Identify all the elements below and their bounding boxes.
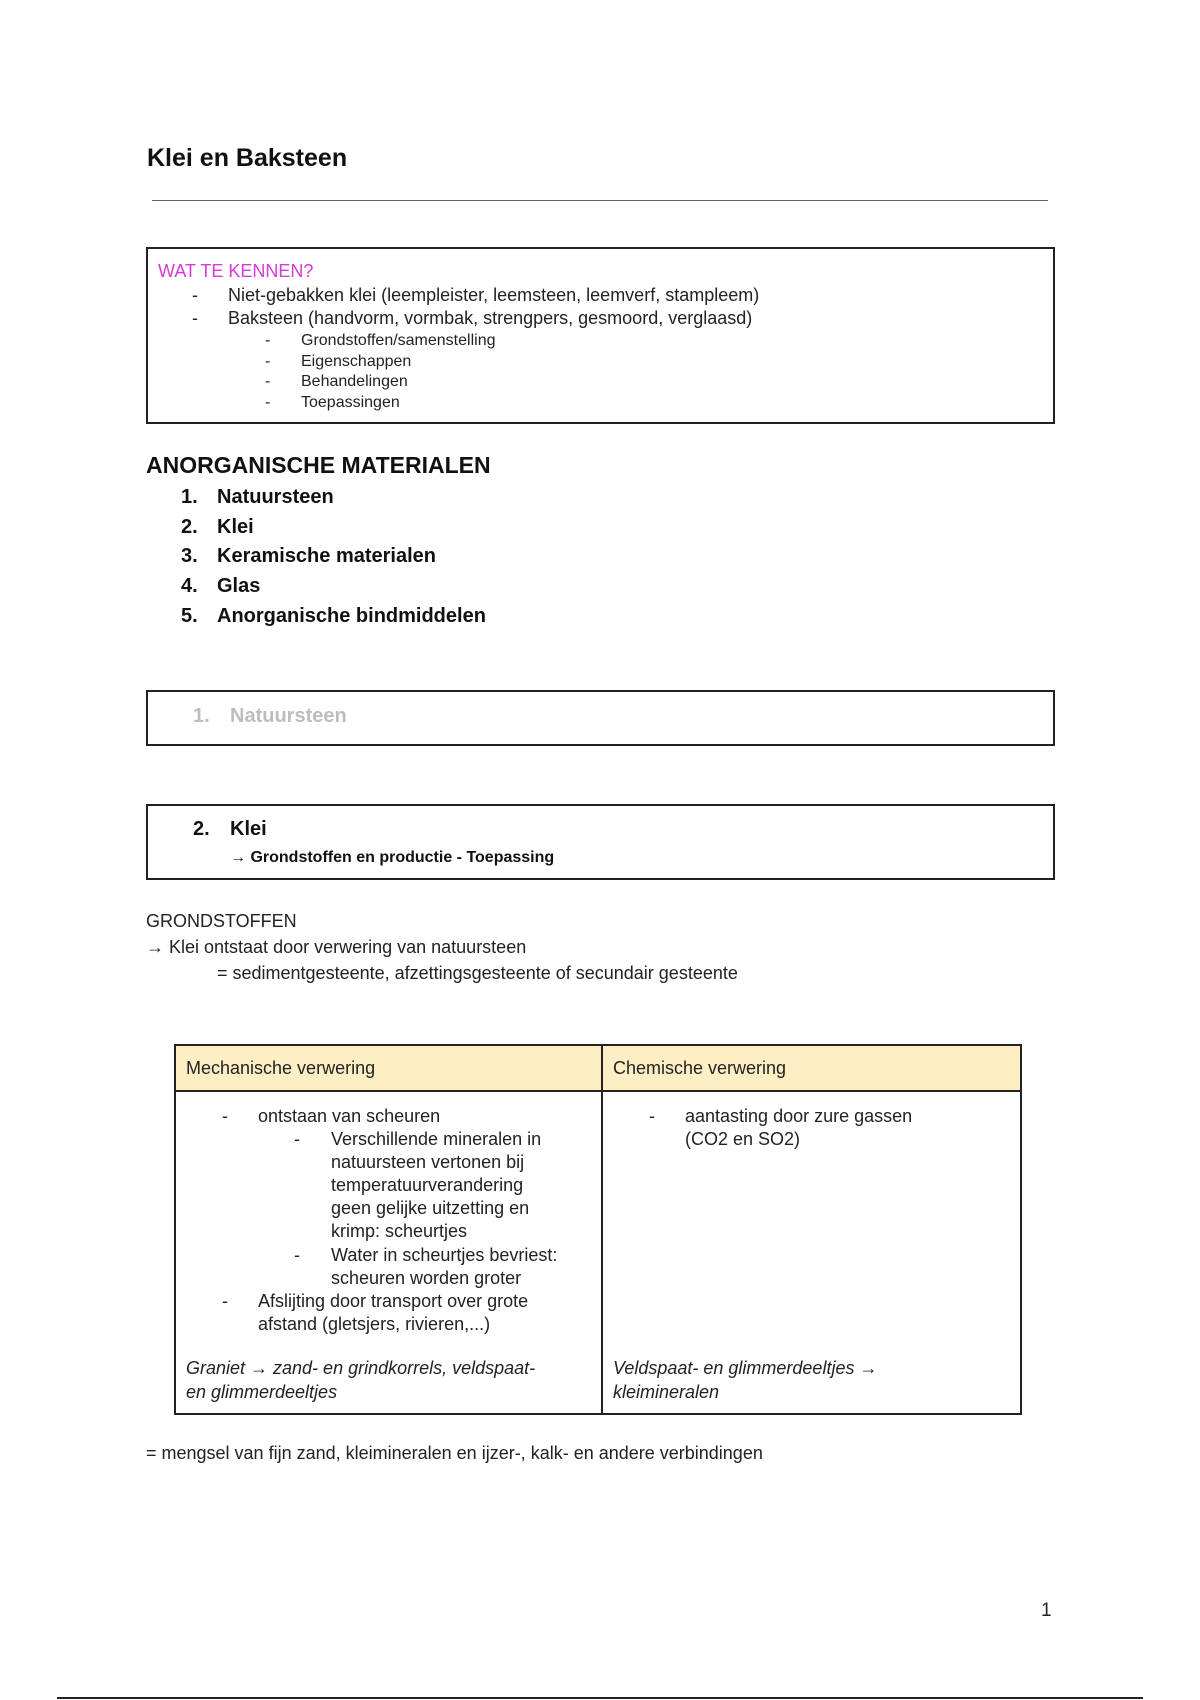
list-number: 3. xyxy=(181,545,198,567)
bullet-dash: - xyxy=(294,1129,300,1149)
list-label: Klei xyxy=(217,516,254,538)
sub-list-line: Water in scheurtjes bevriest: xyxy=(331,1245,558,1265)
sub-list-line: scheuren worden groter xyxy=(331,1268,522,1288)
result-line: Graniet → zand- en grindkorrels, veldspaat- xyxy=(186,1358,536,1378)
list-number: 1. xyxy=(181,486,198,508)
list-label: Glas xyxy=(217,575,261,597)
table-header: Mechanische verwering xyxy=(175,1045,602,1091)
list-label: Anorganische bindmiddelen xyxy=(217,605,486,627)
page-number: 1 xyxy=(1041,1600,1052,1621)
bullet-dash: - xyxy=(222,1291,228,1311)
bullet-dash: - xyxy=(192,285,198,305)
list-item: Baksteen (handvorm, vormbak, strengpers, gesmoord, verglaasd) xyxy=(228,308,753,328)
wat-te-kennen-box xyxy=(146,247,1055,424)
wat-te-kennen-heading: WAT TE KENNEN? xyxy=(158,261,314,281)
section-number: 2. xyxy=(193,818,210,840)
bullet-dash: - xyxy=(192,308,198,328)
table-cell-mechanisch xyxy=(175,1091,602,1414)
sub-list-line: natuursteen vertonen bij xyxy=(331,1152,525,1172)
section-title: Natuursteen xyxy=(230,705,347,727)
result-line: kleimineralen xyxy=(613,1382,720,1402)
grondstoffen-definition: = sedimentgesteente, afzettingsgesteente of secundair gesteente xyxy=(217,963,738,983)
sub-list-item: Eigenschappen xyxy=(301,353,412,370)
section-title: Klei xyxy=(230,818,267,840)
list-item-line: aantasting door zure gassen xyxy=(685,1106,913,1126)
list-label: Natuursteen xyxy=(217,486,334,508)
bullet-dash: - xyxy=(265,353,271,370)
list-item-line: afstand (gletsjers, rivieren,...) xyxy=(258,1314,491,1334)
list-item-line: Afslijting door transport over grote xyxy=(258,1291,529,1311)
bullet-dash: - xyxy=(649,1106,655,1126)
grondstoffen-line: → Klei ontstaat door verwering van natuursteen xyxy=(146,937,527,957)
list-item-line: (CO2 en SO2) xyxy=(685,1129,801,1149)
result-line: en glimmerdeeltjes xyxy=(186,1382,338,1402)
sub-list-line: geen gelijke uitzetting en xyxy=(331,1198,530,1218)
table-cell-chemisch xyxy=(602,1091,1021,1414)
result-line: Veldspaat- en glimmerdeeltjes → xyxy=(613,1358,878,1378)
list-label: Keramische materialen xyxy=(217,545,437,567)
list-item: ontstaan van scheuren xyxy=(258,1106,441,1126)
list-number: 5. xyxy=(181,605,198,627)
sub-list-line: krimp: scheurtjes xyxy=(331,1221,468,1241)
bullet-dash: - xyxy=(294,1245,300,1265)
title-divider xyxy=(152,200,1048,201)
section-box-natuursteen xyxy=(146,690,1055,746)
mengsel-definition: = mengsel van fijn zand, kleimineralen en ijzer-, kalk- en andere verbindingen xyxy=(146,1443,763,1463)
list-number: 4. xyxy=(181,575,198,597)
section-number: 1. xyxy=(193,705,210,727)
bullet-dash: - xyxy=(265,394,271,411)
verwering-table xyxy=(174,1044,1022,1415)
section-subtitle: → Grondstoffen en productie - Toepassing xyxy=(230,849,555,866)
bullet-dash: - xyxy=(265,373,271,390)
section-box-klei xyxy=(146,804,1055,880)
section-heading: ANORGANISCHE MATERIALEN xyxy=(146,452,491,478)
bullet-dash: - xyxy=(265,332,271,349)
page-bottom-divider xyxy=(57,1697,1143,1699)
list-number: 2. xyxy=(181,516,198,538)
bullet-dash: - xyxy=(222,1106,228,1126)
table-header: Chemische verwering xyxy=(602,1045,1021,1091)
page-title: Klei en Baksteen xyxy=(147,144,348,172)
list-item: Niet-gebakken klei (leempleister, leemsteen, leemverf, stampleem) xyxy=(228,285,760,305)
sub-list-item: Toepassingen xyxy=(301,394,400,411)
sub-list-line: temperatuurverandering xyxy=(331,1175,524,1195)
sub-list-item: Behandelingen xyxy=(301,373,408,390)
grondstoffen-heading: GRONDSTOFFEN xyxy=(146,911,297,931)
sub-list-item: Grondstoffen/samenstelling xyxy=(301,332,496,349)
sub-list-line: Verschillende mineralen in xyxy=(331,1129,542,1149)
